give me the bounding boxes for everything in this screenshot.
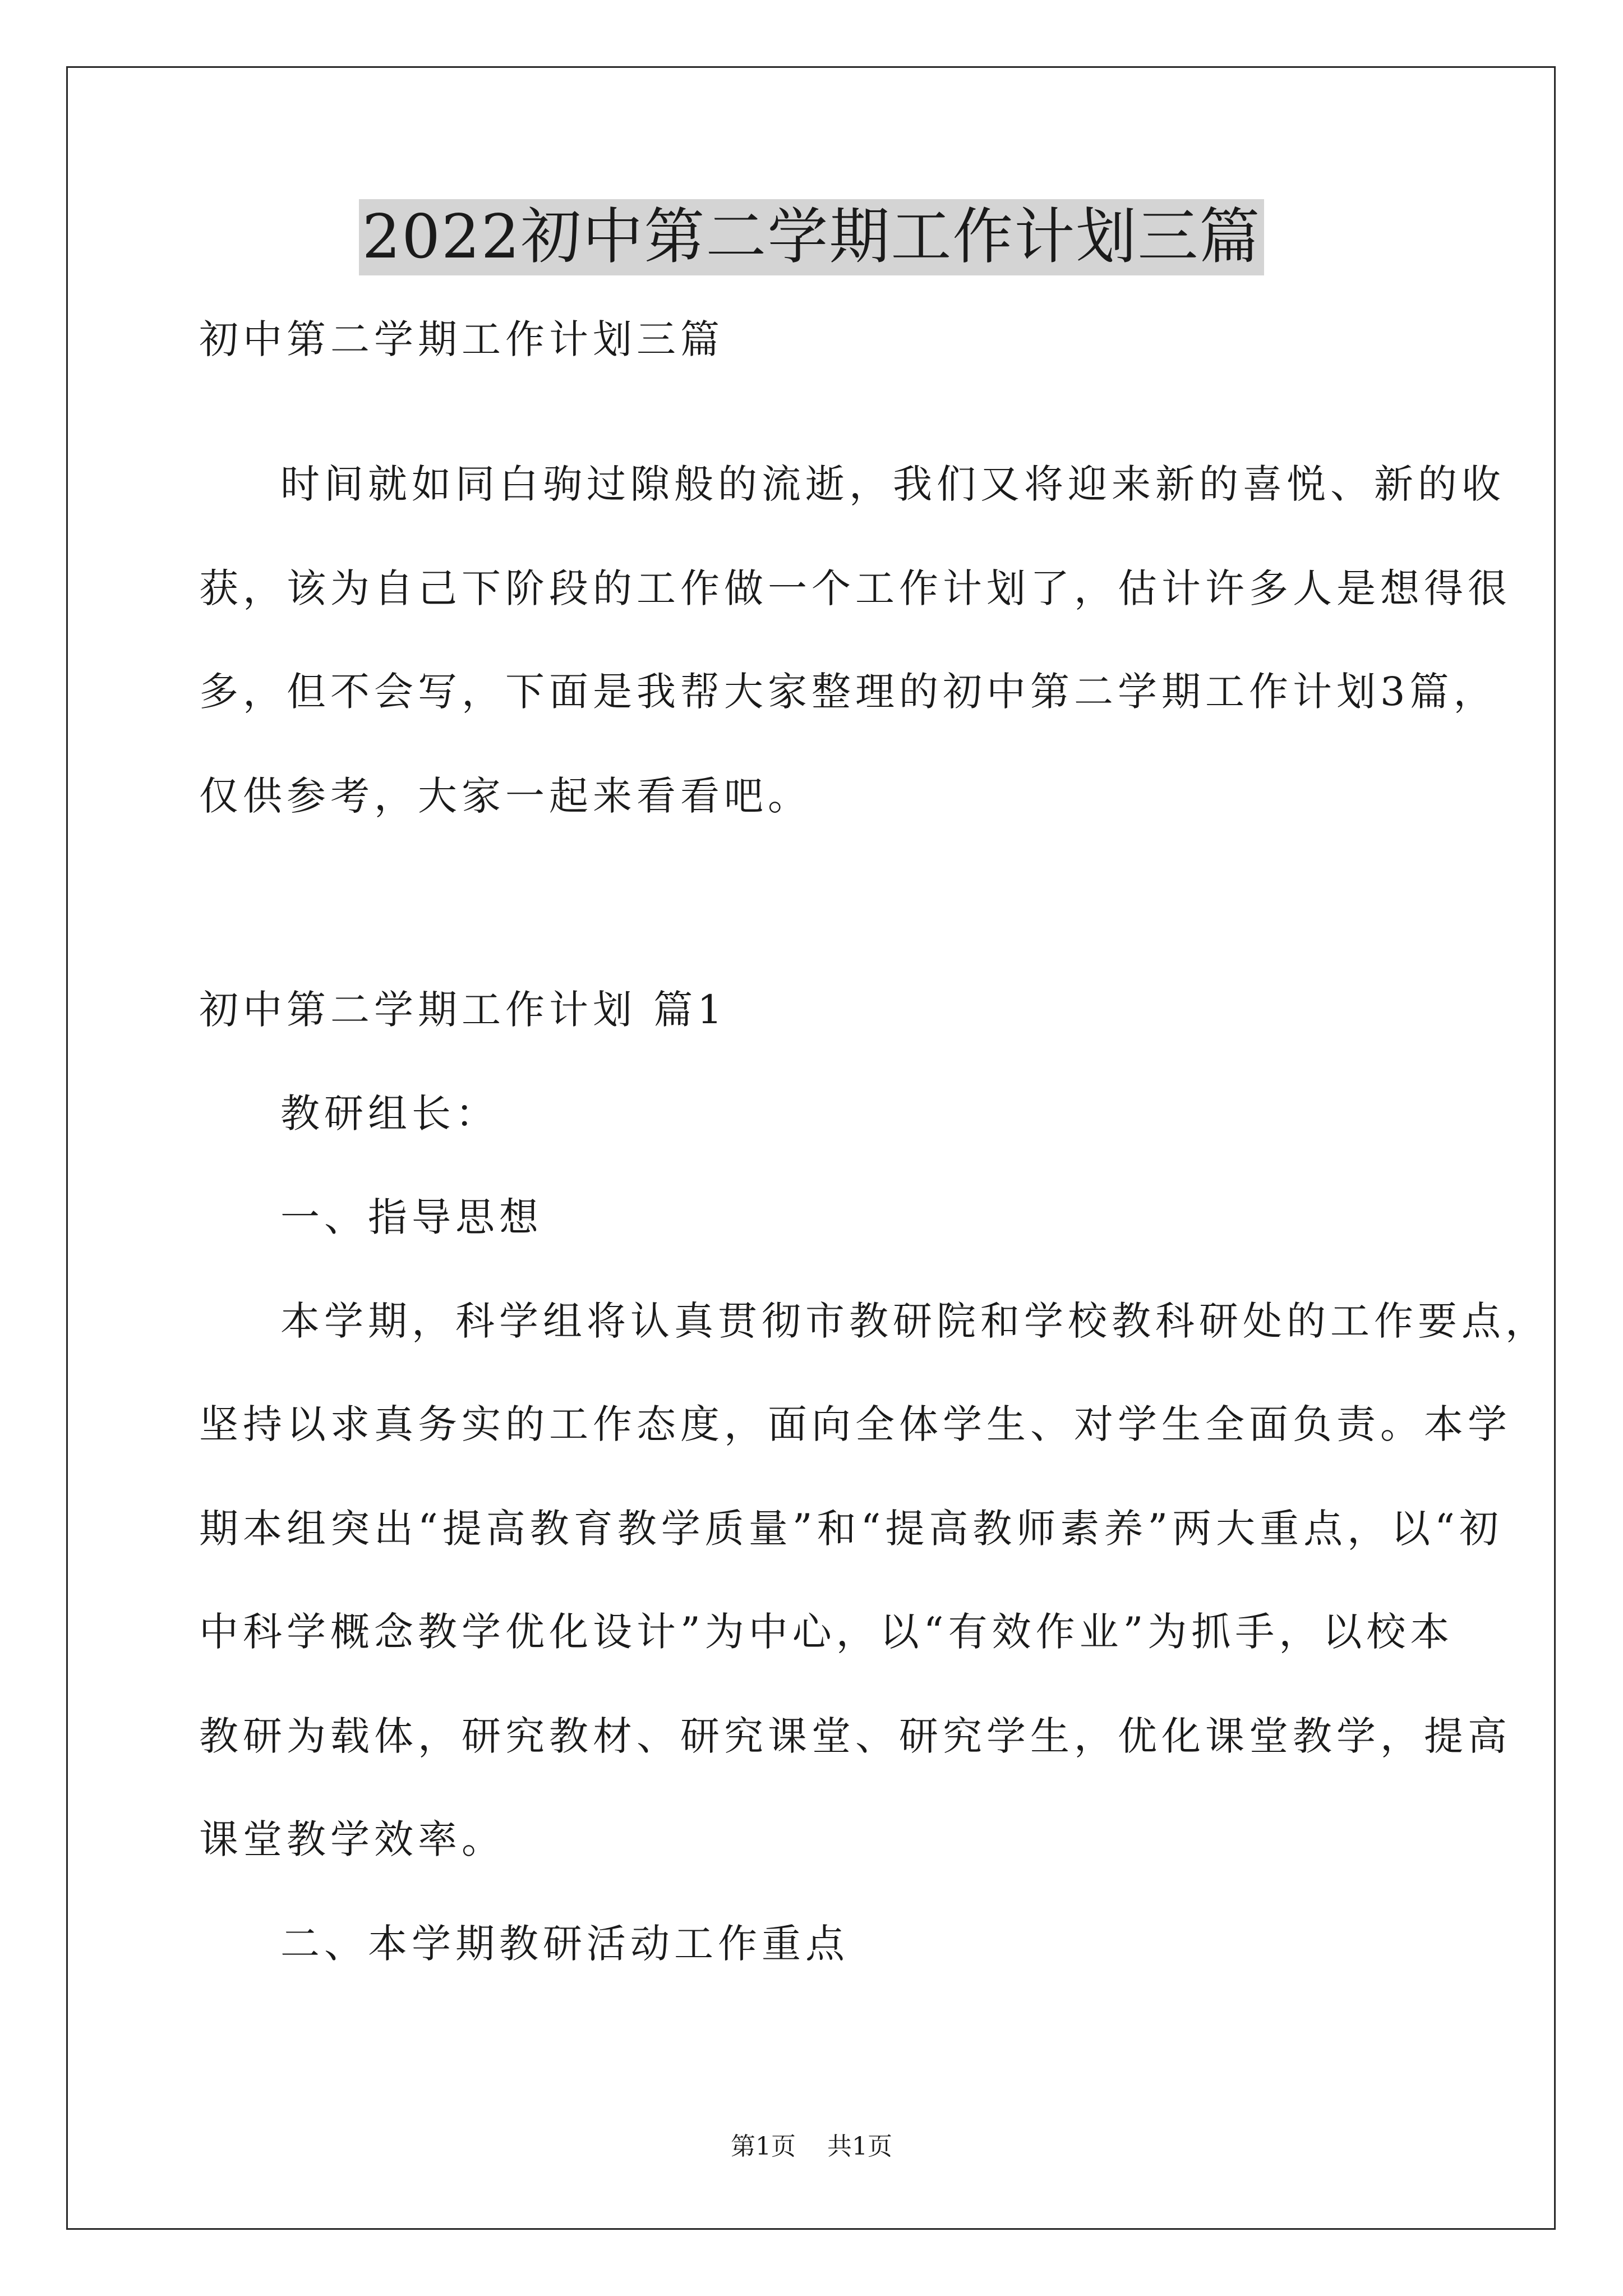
addressee: 教研组长：: [280, 1091, 499, 1137]
paragraph-1-line-5: 教研为载体，研究教材、研究课堂、研究学生，优化课堂教学，提高: [199, 1713, 1511, 1759]
paragraph-1-line-6: 课堂教学效率。: [199, 1816, 505, 1862]
page-footer: 第1页 共1页: [731, 2132, 892, 2161]
paragraph-1-line-4: 中科学概念教学优化设计”为中心，以“有效作业”为抓手，以校本: [199, 1609, 1454, 1655]
paragraph-1-line-1: 本学期，科学组将认真贯彻市教研院和学校教科研处的工作要点，: [280, 1298, 1549, 1344]
subtitle: 初中第二学期工作计划三篇: [199, 316, 724, 362]
section-heading: 初中第二学期工作计划 篇1: [199, 987, 727, 1033]
intro-line-3: 多，但不会写，下面是我帮大家整理的初中第二学期工作计划3篇，: [199, 669, 1497, 715]
intro-line-2: 获，该为自己下阶段的工作做一个工作计划了，估计许多人是想得很: [199, 565, 1511, 611]
title-container: [0, 199, 1623, 275]
page-border: [66, 66, 1556, 2230]
paragraph-1-line-3: 期本组突出“提高教育教学质量”和“提高教师素养”两大重点，以“初: [199, 1506, 1503, 1552]
heading-2: 二、本学期教研活动工作重点: [280, 1921, 849, 1967]
intro-line-1: 时间就如同白驹过隙般的流逝，我们又将迎来新的喜悦、新的收: [280, 461, 1505, 507]
intro-line-4: 仅供参考，大家一起来看看吧。: [199, 773, 811, 819]
heading-1: 一、指导思想: [280, 1194, 543, 1240]
paragraph-1-line-2: 坚持以求真务实的工作态度，面向全体学生、对学生全面负责。本学: [199, 1401, 1511, 1447]
document-title: 2022初中第二学期工作计划三篇: [359, 199, 1265, 275]
